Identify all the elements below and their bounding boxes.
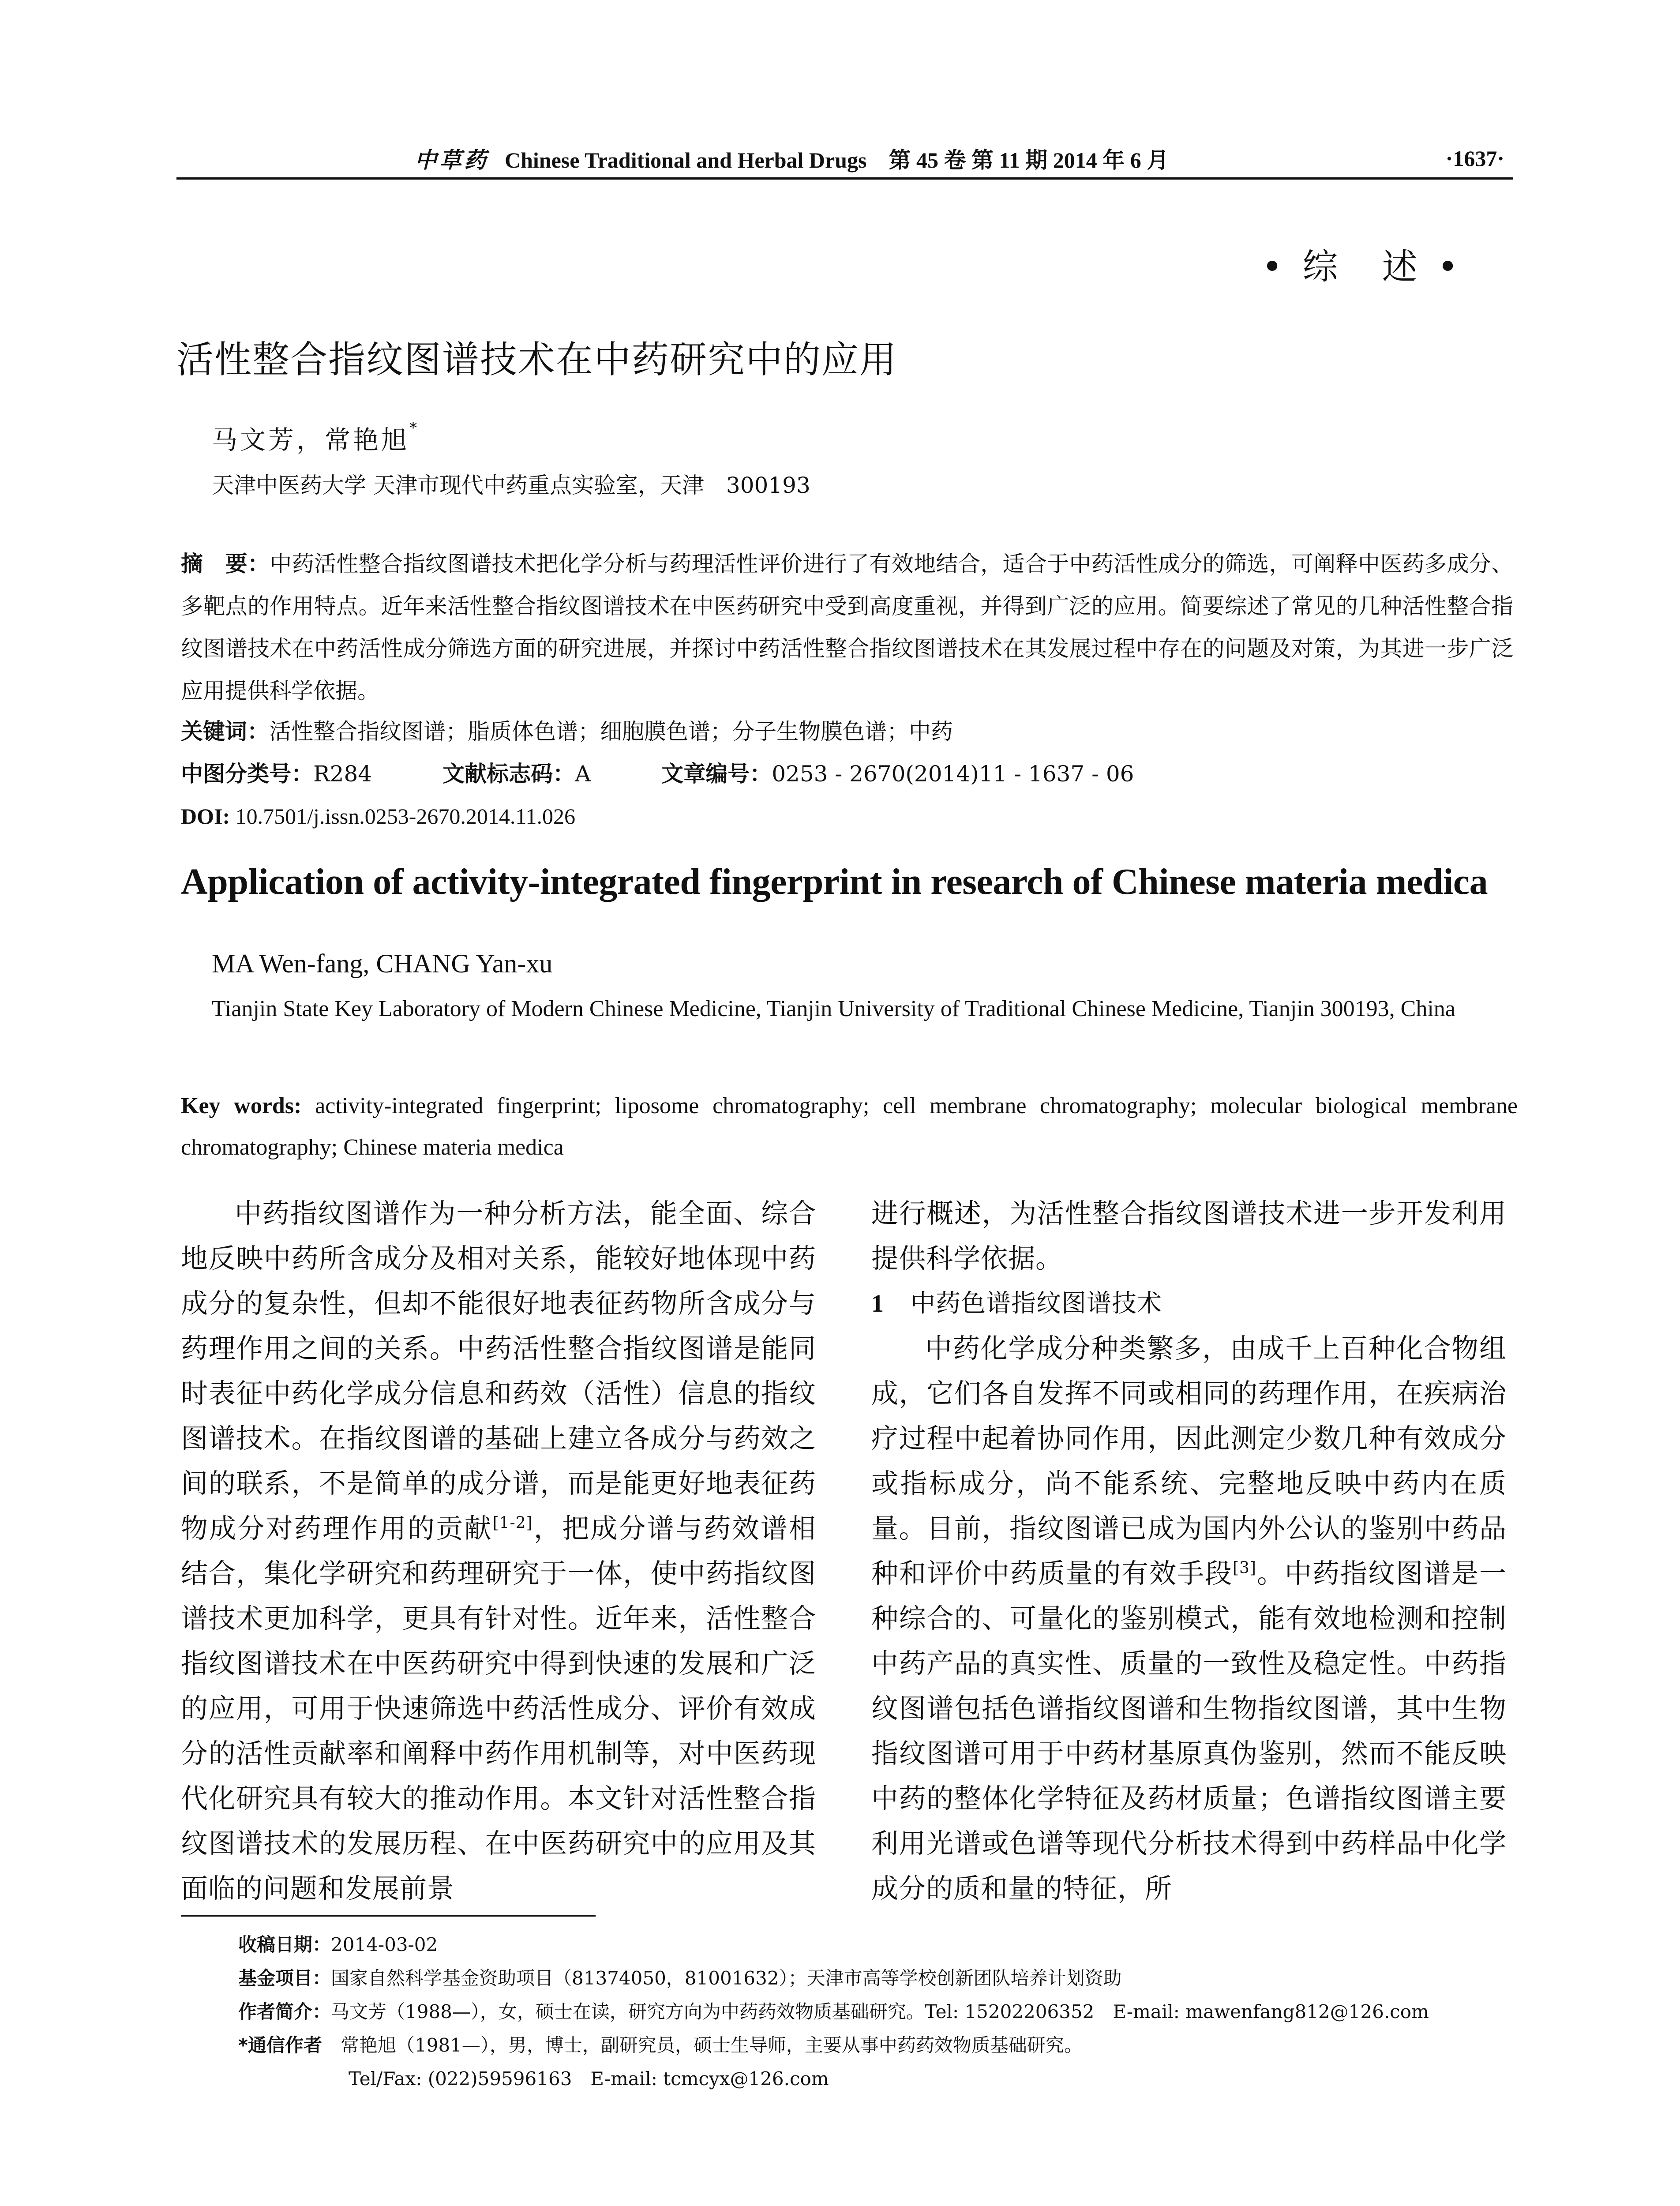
body-paragraph (181, 1191, 816, 1911)
bio-text: 马文芳（1988—），女，硕士在读，研究方向为中药药效物质基础研究。Tel: 15202206352 E-mail: mawenfang812@126.com (331, 2001, 1429, 2022)
doi-value: 10.7501/j.issn.0253-2670.2014.11.026 (235, 804, 575, 829)
footnotes (238, 1928, 1518, 2096)
section-number: 1 (871, 1290, 884, 1317)
corresponding-text: 常艳旭（1981—），男，博士，副研究员，硕士生导师，主要从事中药药效物质基础研究。 (341, 2034, 1083, 2056)
received-date: 2014-03-02 (331, 1934, 438, 1955)
body-text: 中药指纹图谱作为一种分析方法，能全面、综合地反映中药所含成分及相对关系，能较好地体现中药成分的复杂性，但却不能很好地表征药物所含成分与药理作用之间的关系。中药活性整合指纹图谱是能同时表征中药化学成分信息和药效（活性）信息的指纹图谱技术。在指纹图谱的基础上建立各成分与药效之间的联系，不是简单的成分谱，而是能更好地表征药物成分对药理作用的贡献 (181, 1198, 816, 1544)
body-text: 中药化学成分种类繁多，由成千上百种化合物组成，它们各自发挥不同或相同的药理作用，在疾病治疗过程中起着协同作用，因此测定少数几种有效成分或指标成分，尚不能系统、完整地反映中药内在质量。目前，指纹图谱已成为国内外公认的鉴别中药品种和评价中药质量的有效手段 (871, 1333, 1507, 1589)
title-english: Application of activity-integrated fingerprint in research of Chinese materia medica (181, 861, 1488, 902)
keywords-english (181, 1085, 1518, 1168)
clc-number (181, 753, 372, 795)
footnote-author-bio (238, 1995, 1518, 2029)
abstract-label: 摘 要： (181, 551, 270, 577)
clc-label: 中图分类号： (181, 761, 313, 787)
keywords-label: 关键词： (181, 719, 269, 744)
title-chinese: 活性整合指纹图谱技术在中药研究中的应用 (176, 338, 898, 381)
authors-chinese (212, 419, 420, 456)
body-text: ，把成分谱与药效谱相结合，集化学研究和药理研究于一体，使中药指纹图谱技术更加科学，更具有针对性。近年来，活性整合指纹图谱技术在中医药研究中得到快速的发展和广泛的应用，可用于快速筛选中药活性成分、评价有效成分的活性贡献率和阐释中药作用机制等，对中医药现代化研究具有较大的推动作用。本文针对活性整合指纹图谱技术的发展历程、在中医药研究中的应用及其面临的问题和发展前景 (181, 1513, 816, 1904)
body-paragraph: 进行概述，为活性整合指纹图谱技术进一步开发利用提供科学依据。 (871, 1198, 1507, 1274)
bio-label: 作者简介： (238, 2001, 331, 2022)
footnote-rule (181, 1915, 596, 1917)
section-title: 中药色谱指纹图谱技术 (911, 1289, 1162, 1318)
document-code-label: 文献标志码： (442, 761, 575, 787)
body-column-right (871, 1191, 1507, 1911)
doi-label: DOI: (181, 804, 230, 829)
citation: [1-2] (492, 1514, 533, 1532)
header-rule (176, 177, 1513, 180)
funding-label: 基金项目： (238, 1967, 331, 1989)
abstract-text: 中药活性整合指纹图谱技术把化学分析与药理活性评价进行了有效地结合，适合于中药活性成分的筛选，可阐释中医药多成分、多靶点的作用特点。近年来活性整合指纹图谱技术在中医药研究中受到高度重视，并得到广泛的应用。简要综述了常见的几种活性整合指纹图谱技术在中药活性成分筛选方面的研究进展，并探讨中药活性整合指纹图谱技术在其发展过程中存在的问题及对策，为其进一步广泛应用提供科学依据。 (181, 551, 1514, 704)
classification-line (181, 753, 1205, 795)
journal-info: Chinese Traditional and Herbal Drugs 第 45 卷 第 11 期 2014 年 6 月 (505, 148, 1169, 173)
corresponding-asterisk: * (238, 2034, 248, 2056)
corresponding-label: 通信作者 (248, 2034, 322, 2056)
section-label: • 综 述 • (1262, 246, 1463, 287)
received-label: 收稿日期： (238, 1934, 331, 1955)
footnote-corresponding (238, 2029, 1518, 2062)
body-paragraph (871, 1326, 1507, 1911)
journal-logo: 中草药 (415, 148, 489, 173)
article-number-value: 0253 - 2670(2014)11 - 1637 - 06 (772, 761, 1134, 787)
clc-value: R284 (313, 761, 372, 787)
footnote-corresponding-contact: Tel/Fax: (022)59596163 E-mail: tcmcyx@126.com (349, 2068, 829, 2090)
abstract-chinese (181, 543, 1513, 712)
authors-chinese-names: 马文芳，常艳旭 (212, 425, 410, 455)
article-number-label: 文章编号： (661, 761, 772, 787)
footnote-funding (238, 1962, 1518, 1995)
document-code (442, 753, 591, 795)
footnote-received (238, 1928, 1518, 1962)
citation: [3] (1232, 1559, 1256, 1577)
authors-english: MA Wen-fang, CHANG Yan-xu (212, 949, 553, 978)
keywords-text: 活性整合指纹图谱；脂质体色谱；细胞膜色谱；分子生物膜色谱；中药 (269, 719, 953, 744)
funding-text: 国家自然科学基金资助项目（81374050，81001632）；天津市高等学校创新团队培养计划资助 (331, 1967, 1122, 1989)
section-heading (871, 1281, 1507, 1326)
body-text: 。中药指纹图谱是一种综合的、可量化的鉴别模式，能有效地检测和控制中药产品的真实性、质量的一致性及稳定性。中药指纹图谱包括色谱指纹图谱和生物指纹图谱，其中生物指纹图谱可用于中药材基原真伪鉴别，然而不能反映中药的整体化学特征及药材质量；色谱指纹图谱主要利用光谱或色谱等现代分析技术得到中药样品中化学成分的质和量的特征，所 (871, 1558, 1507, 1904)
running-header (176, 141, 1513, 176)
keywords-english-text: activity-integrated fingerprint; liposome chromatography; cell membrane chromatography; molecular biological membrane chromatography; Chinese materia medica (181, 1093, 1518, 1160)
page-number: ·1637· (1445, 146, 1504, 171)
affiliation-chinese: 天津中医药大学 天津市现代中药重点实验室，天津 300193 (212, 473, 810, 498)
article-number (661, 753, 1134, 795)
keywords-chinese (181, 710, 953, 753)
document-code-value: A (575, 761, 591, 787)
doi-line (181, 795, 575, 837)
affiliation-english: Tianjin State Key Laboratory of Modern Chinese Medicine, Tianjin University of Traditional Chinese Medicine, Tianjin 300193, China (212, 996, 1455, 1021)
keywords-english-label: Key words: (181, 1093, 302, 1118)
body-column-left (181, 1191, 816, 1911)
corresponding-mark: * (409, 419, 420, 437)
